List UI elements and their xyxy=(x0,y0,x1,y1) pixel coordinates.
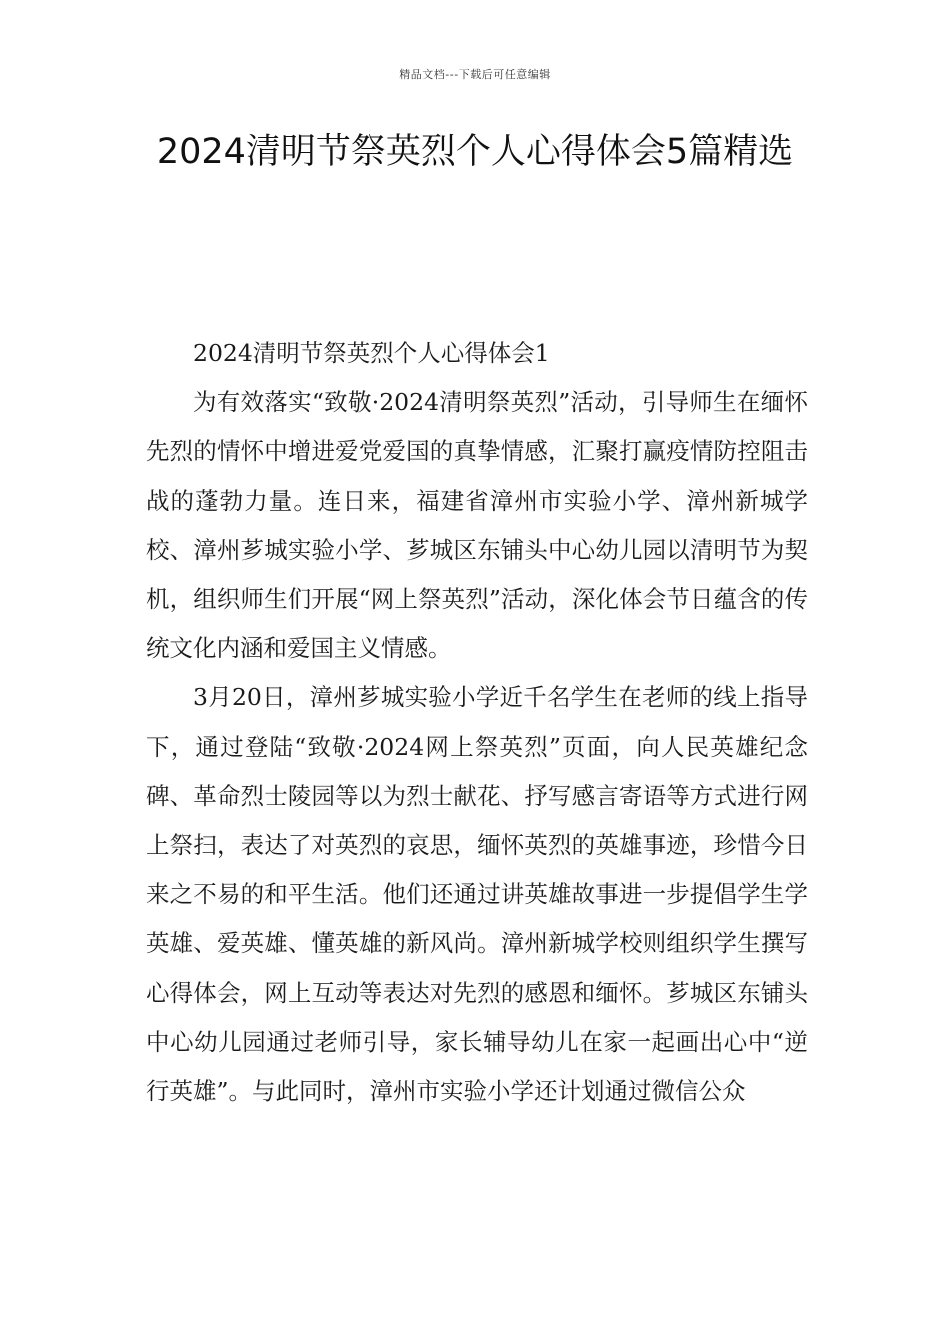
paragraph-2: 3月20日，漳州芗城实验小学近千名学生在老师的线上指导下，通过登陆“致敬·2024网上祭英烈”页面，向人民英雄纪念碑、革命烈士陵园等以为烈士献花、抒写感言寄语等方式进行网上祭扫，表达了对英烈的哀思，缅怀英烈的英雄事迹，珍惜今日来之不易的和平生活。他们还通过讲英雄故事进一步提倡学生学英雄、爱英雄、懂英雄的新风尚。漳州新城学校则组织学生撰写心得体会，网上互动等表达对先烈的感恩和缅怀。芗城区东铺头中心幼儿园通过老师引导，家长辅导幼儿在家一起画出心中“逆行英雄”。与此同时，漳州市实验小学还计划通过微信公众 xyxy=(146,683,808,1106)
page-header-note: 精品文档---下载后可任意编辑 xyxy=(399,68,551,81)
paragraph-1: 为有效落实“致敬·2024清明祭英烈”活动，引导师生在缅怀先烈的情怀中增进爱党爱国的真挚情感，汇聚打赢疫情防控阻击战的蓬勃力量。连日来，福建省漳州市实验小学、漳州新城学校、漳州芗城实验小学、芗城区东铺头中心幼儿园以清明节为契机，组织师生们开展“网上祭英烈”活动，深化体会节日蕴含的传统文化内涵和爱国主义情感。 xyxy=(146,388,808,663)
section-heading: 2024清明节祭英烈个人心得体会1 xyxy=(193,339,550,367)
document-title: 2024清明节祭英烈个人心得体会5篇精选 xyxy=(156,132,794,172)
document-body xyxy=(146,329,808,1116)
